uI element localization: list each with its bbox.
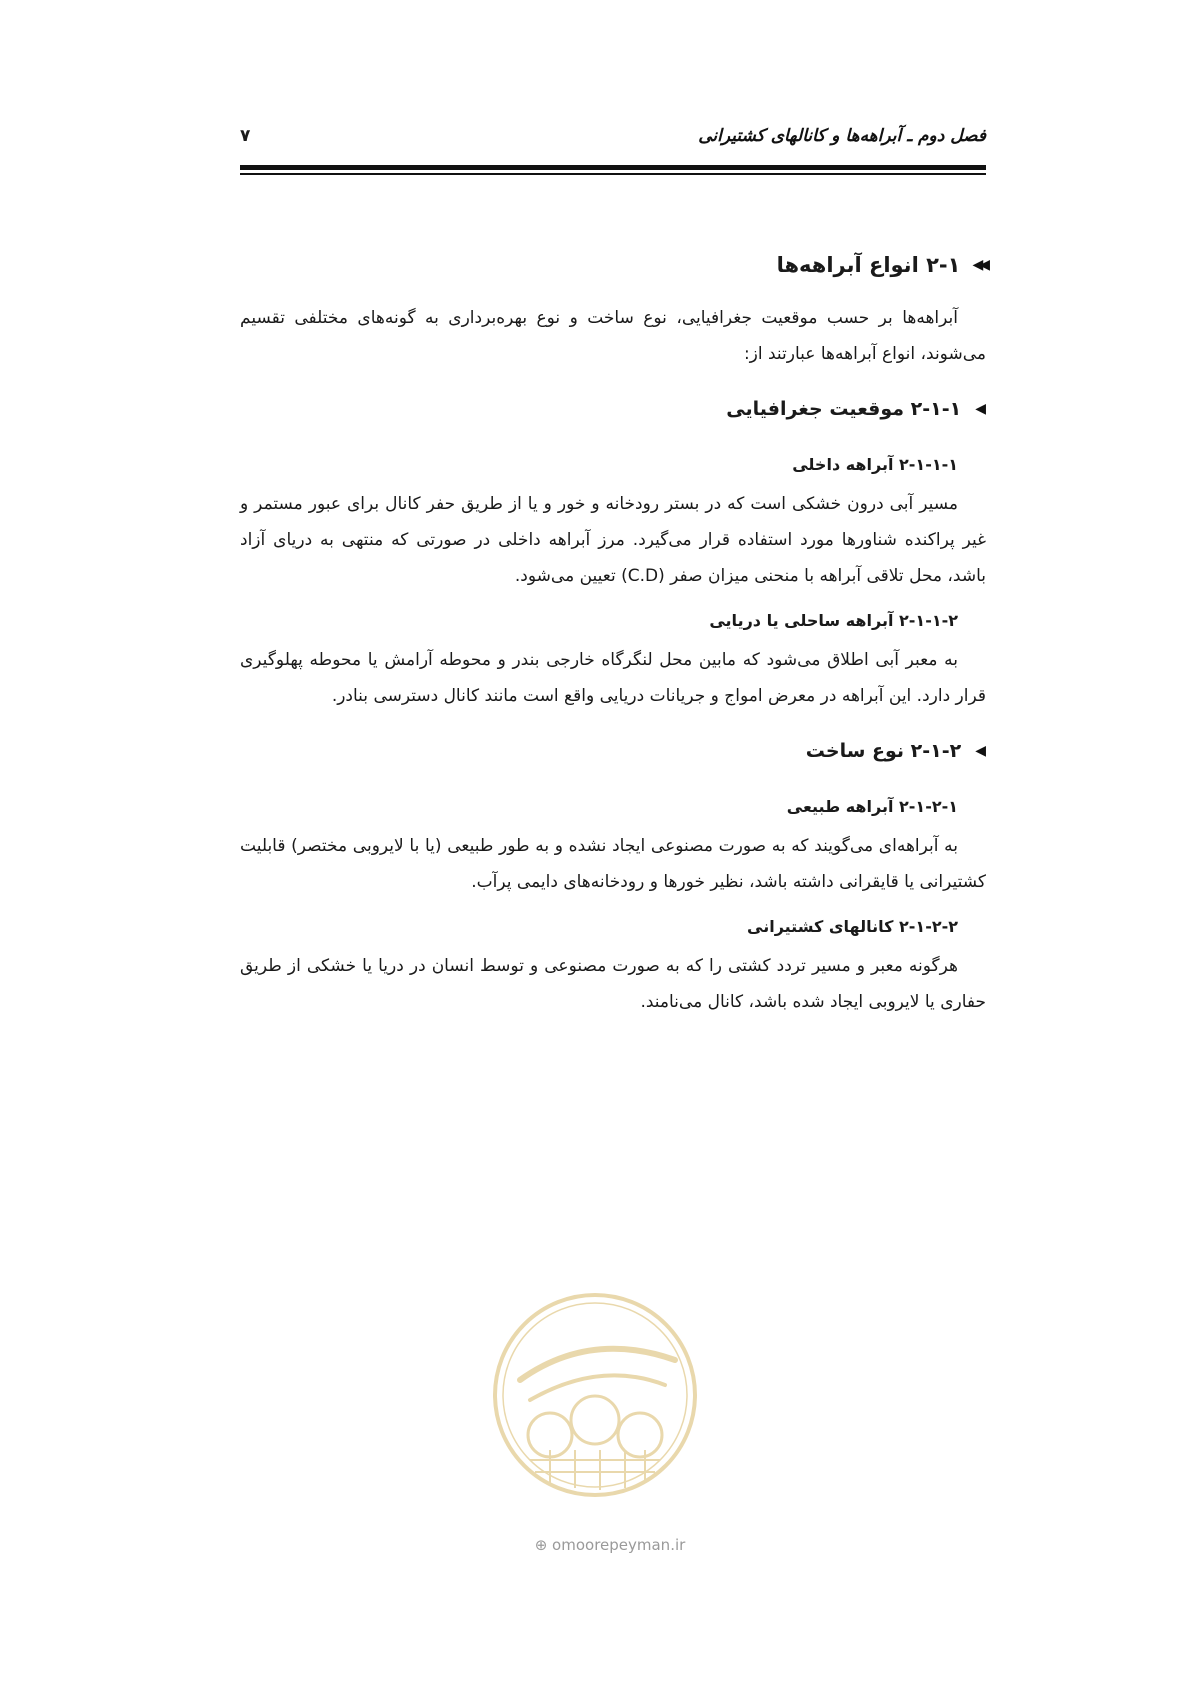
arrow-icon: ◀ — [975, 401, 986, 417]
watermark-logo — [490, 1290, 700, 1500]
header-rule-thin — [240, 173, 986, 175]
item-heading: ۲-۱-۱-۲ آبراهه ساحلی یا دریایی — [709, 611, 958, 630]
globe-icon: ⊕ — [534, 1536, 548, 1554]
double-arrow-icon: ◀◀ — [972, 257, 986, 273]
page-content — [240, 248, 986, 1020]
section-heading — [240, 248, 986, 282]
page-number: ۷ — [240, 126, 251, 146]
subsection-heading-text: ۲-۱-۲ نوع ساخت — [805, 740, 962, 762]
section-intro: آبراهه‌ها بر حسب موقعیت جغرافیایی، نوع ساخت و نوع بهره‌برداری به گونه‌های مختلفی تقسیم می‌شوند، انواع آبراهه‌ها عبارتند از: — [240, 308, 986, 364]
item-heading: ۲-۱-۱-۱ آبراهه داخلی — [792, 455, 958, 474]
header-rule-thick — [240, 165, 986, 170]
item-heading: ۲-۱-۲-۲ کانالهای کشتیرانی — [747, 917, 958, 936]
running-title: فصل دوم ـ آبراهه‌ها و کانالهای کشتیرانی — [698, 126, 986, 146]
running-header — [240, 126, 986, 156]
item-paragraph: به آبراهه‌ای می‌گویند که به صورت مصنوعی ایجاد نشده و به طور طبیعی (یا با لایروبی مختصر) قابلیت کشتیرانی یا قایقرانی داشته باشد، نظیر خورها و رودخانه‌های دایمی پرآب. — [240, 836, 986, 892]
item-paragraph: مسیر آبی درون خشکی است که در بستر رودخانه و خور و یا از طریق حفر کانال برای عبور مستمر و غیر پراکنده شناورها مورد استفاده قرار می‌گیرد. مرز آبراهه داخلی در صورتی که منتهی به دریای آزاد باشد، محل تلاقی آبراهه با منحنی میزان صفر (C.D) تعیین می‌شود. — [240, 494, 986, 586]
section-heading-text: ۲-۱ انواع آبراهه‌ها — [776, 253, 961, 277]
arrow-icon: ◀ — [975, 743, 986, 759]
subsection-heading — [240, 394, 986, 424]
item-paragraph: هرگونه معبر و مسیر تردد کشتی را که به صورت مصنوعی و توسط انسان در دریا یا خشکی از طریق حفاری یا لایروبی ایجاد شده باشد، کانال می‌نامند. — [240, 956, 986, 1012]
item-heading: ۲-۱-۲-۱ آبراهه طبیعی — [786, 797, 958, 816]
watermark-url-text: omoorepeyman.ir — [552, 1536, 686, 1554]
subsection-heading — [240, 736, 986, 766]
subsection-heading-text: ۲-۱-۱ موقعیت جغرافیایی — [726, 398, 962, 420]
watermark-url — [510, 1536, 710, 1554]
item-paragraph: به معبر آبی اطلاق می‌شود که مابین محل لنگرگاه خارجی بندر و محوطه آرامش یا محوطه پهلوگیری قرار دارد. این آبراهه در معرض امواج و جریانات دریایی واقع است مانند کانال دسترسی بنادر. — [240, 650, 986, 706]
